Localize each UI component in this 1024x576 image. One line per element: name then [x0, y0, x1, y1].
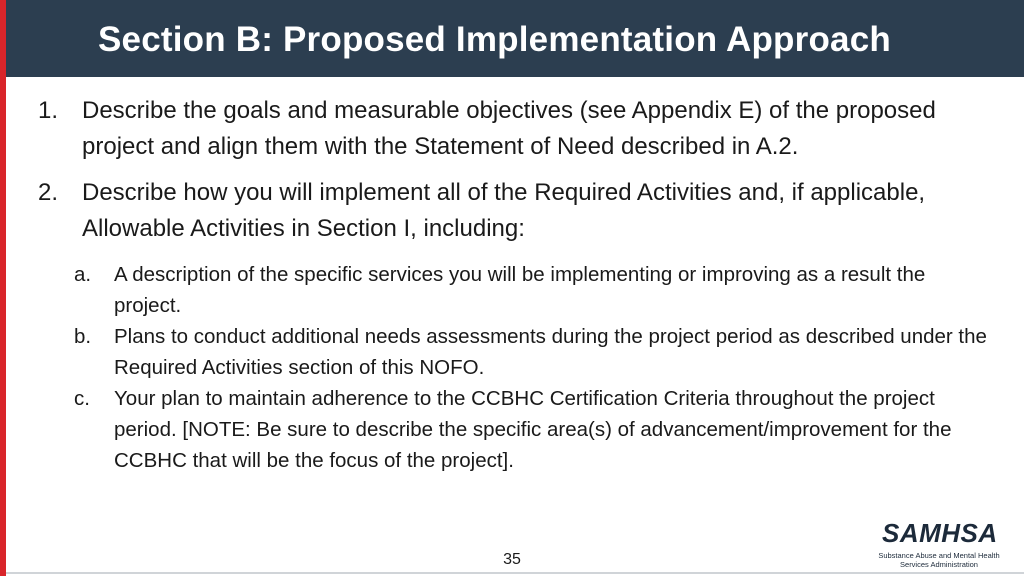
sub-letter: c.: [74, 387, 90, 410]
list-item-text: Describe how you will implement all of the Required Activities and, if applicable, Allowable Activities in Section I, including:: [82, 179, 926, 242]
sub-item-b: [74, 321, 998, 383]
slide-body: [38, 93, 998, 476]
page-number: 35: [503, 551, 521, 568]
logo-wordmark: SAMHSA: [882, 518, 998, 548]
sub-item-a: [74, 259, 998, 321]
sub-item-text: A description of the specific services you will be implementing or improving as a result the project.: [114, 263, 926, 317]
list-item-1: [38, 93, 998, 165]
slide-header: [6, 0, 1024, 77]
sub-item-text: Plans to conduct additional needs assessments during the project period as described under the Required Activities section of this NOFO.: [114, 325, 987, 379]
list-item-text: Describe the goals and measurable objectives (see Appendix E) of the proposed project and align them with the Statement of Need described in A.2.: [82, 97, 936, 160]
accent-bar: [0, 0, 6, 576]
sub-item-text: Your plan to maintain adherence to the CCBHC Certification Criteria throughout the project period. [NOTE: Be sure to describe the specific area(s) of advancement/improvement for the CCBHC that will be the focus of the project].: [114, 387, 952, 472]
sub-list: [74, 259, 998, 476]
samhsa-logo: [876, 520, 1002, 570]
sub-item-c: [74, 383, 998, 476]
sub-letter: b.: [74, 325, 92, 348]
logo-tagline: Substance Abuse and Mental Health Services Administration: [878, 551, 1000, 569]
footer-divider: [6, 572, 1024, 574]
list-number: 2.: [38, 179, 59, 206]
list-item-2: [38, 175, 998, 247]
sub-letter: a.: [74, 263, 92, 286]
slide-title: Section B: Proposed Implementation Approach: [98, 20, 891, 59]
list-number: 1.: [38, 97, 59, 124]
